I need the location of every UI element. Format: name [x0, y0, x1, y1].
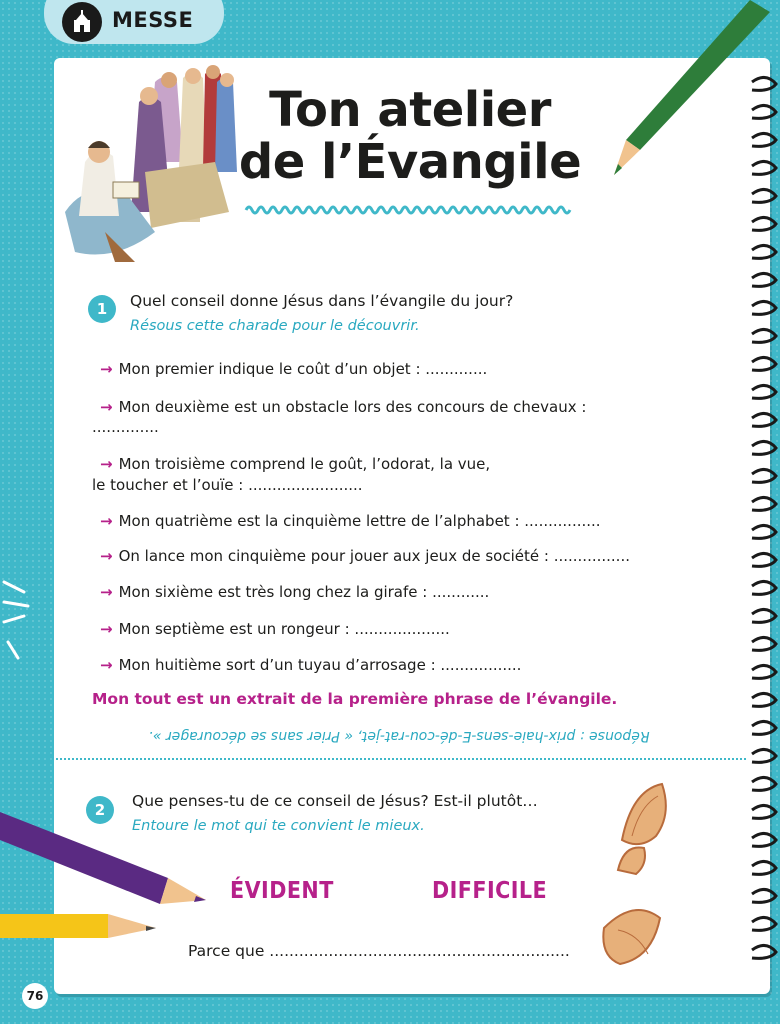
- question-2-badge: 2: [86, 796, 114, 824]
- spiral-ring: [752, 525, 776, 538]
- spiral-ring: [752, 665, 776, 678]
- spiral-ring: [752, 693, 776, 706]
- pencil-shaving-icon: [598, 900, 670, 972]
- spiral-ring: [752, 385, 776, 398]
- spiral-ring: [752, 581, 776, 594]
- spiral-binding: [748, 72, 780, 972]
- green-pencil-icon: [600, 0, 770, 190]
- spiral-ring: [752, 805, 776, 818]
- spiral-ring: [752, 749, 776, 762]
- section-label: MESSE: [112, 8, 194, 32]
- spiral-ring: [752, 413, 776, 426]
- spiral-ring: [752, 301, 776, 314]
- question-1-text: Quel conseil donne Jésus dans l’évangile du jour?: [130, 292, 514, 310]
- spiral-ring: [752, 469, 776, 482]
- spiral-ring: [752, 917, 776, 930]
- choice-evident[interactable]: ÉVIDENT: [230, 878, 334, 904]
- riddle-line-8: → Mon huitième sort d’un tuyau d’arrosage : .................: [100, 656, 522, 674]
- riddle-line-7: → Mon septième est un rongeur : ....................: [100, 620, 450, 638]
- because-answer-line[interactable]: Parce que .............................................................: [188, 942, 570, 960]
- arrow-icon: →: [100, 455, 113, 473]
- question-2-text: Que penses-tu de ce conseil de Jésus? Est-il plutôt…: [132, 792, 538, 810]
- riddle-line-6: → Mon sixième est très long chez la girafe : ............: [100, 583, 490, 601]
- spiral-ring: [752, 441, 776, 454]
- riddle-line-3: → Mon troisième comprend le goût, l’odorat, la vue,: [100, 455, 491, 473]
- question-2-instruction: Entoure le mot qui te convient le mieux.: [132, 818, 425, 834]
- spiral-ring: [752, 833, 776, 846]
- wavy-underline: [244, 200, 574, 220]
- doodle-icon: [0, 572, 40, 662]
- arrow-icon: →: [100, 656, 113, 674]
- riddle-line-2-cont: ..............: [92, 418, 159, 436]
- spiral-ring: [752, 553, 776, 566]
- spiral-ring: [752, 357, 776, 370]
- section-divider: [56, 758, 746, 760]
- spiral-ring: [752, 609, 776, 622]
- riddle-line-1: → Mon premier indique le coût d’un objet : .............: [100, 360, 488, 378]
- spiral-ring: [752, 189, 776, 202]
- spiral-ring: [752, 889, 776, 902]
- arrow-icon: →: [100, 583, 113, 601]
- spiral-ring: [752, 945, 776, 958]
- pencil-shaving-icon: [612, 780, 676, 880]
- page-title: [230, 84, 590, 188]
- arrow-icon: →: [100, 512, 113, 530]
- arrow-icon: →: [100, 620, 113, 638]
- riddle-line-4: → Mon quatrième est la cinquième lettre de l’alphabet : ................: [100, 512, 601, 530]
- church-icon: [62, 2, 102, 42]
- page-number: 76: [22, 983, 48, 1009]
- jesus-teaching-illustration: [55, 62, 245, 280]
- arrow-icon: →: [100, 547, 113, 565]
- spiral-ring: [752, 245, 776, 258]
- choice-difficile[interactable]: DIFFICILE: [432, 878, 548, 904]
- spiral-ring: [752, 217, 776, 230]
- spiral-ring: [752, 721, 776, 734]
- riddle-line-2: → Mon deuxième est un obstacle lors des concours de chevaux :: [100, 398, 587, 416]
- question-1-instruction: Résous cette charade pour le découvrir.: [130, 318, 420, 334]
- purple-pencil-icon: [0, 800, 210, 920]
- question-1-badge: 1: [88, 295, 116, 323]
- arrow-icon: →: [100, 360, 113, 378]
- riddle-line-5: → On lance mon cinquième pour jouer aux jeux de société : ................: [100, 547, 630, 565]
- spiral-ring: [752, 329, 776, 342]
- riddle-line-3-cont: le toucher et l’ouïe : ........................: [92, 476, 363, 494]
- title-line-1: Ton atelier: [269, 82, 551, 138]
- riddle-summary: Mon tout est un extrait de la première phrase de l’évangile.: [92, 690, 618, 708]
- spiral-ring: [752, 777, 776, 790]
- title-line-2: de l’Évangile: [238, 134, 582, 190]
- spiral-ring: [752, 637, 776, 650]
- riddle-answer-upside-down: Réponse : prix-haie-sens-E-dé-cou-rat-jet, « Prier sans se décourager ».: [148, 728, 650, 744]
- spiral-ring: [752, 497, 776, 510]
- arrow-icon: →: [100, 398, 113, 416]
- spiral-ring: [752, 861, 776, 874]
- spiral-ring: [752, 273, 776, 286]
- yellow-pencil-icon: [0, 906, 160, 946]
